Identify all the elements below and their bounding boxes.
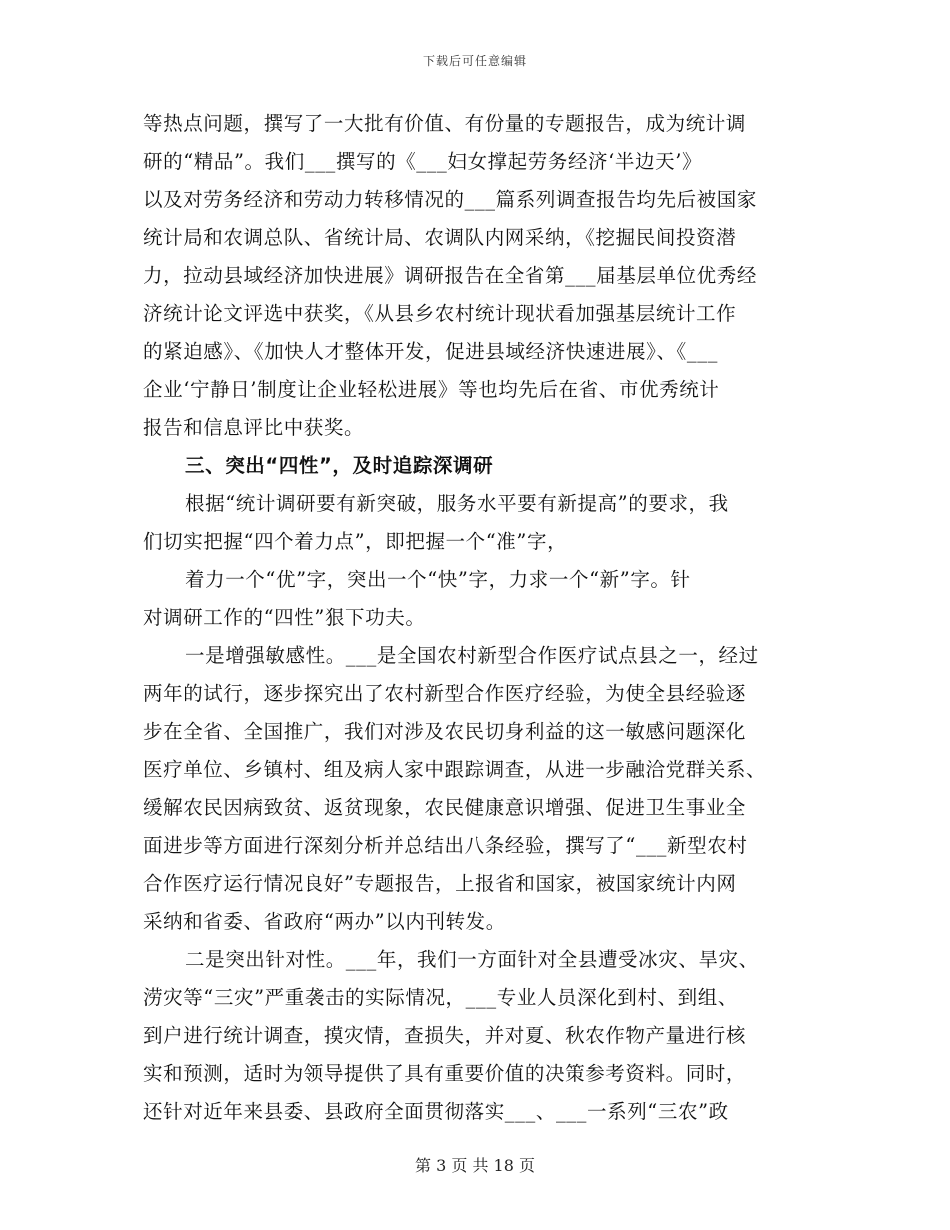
text-line: 缓解农民因病致贫、返贫现象，农民健康意识增强、促进卫生事业全 bbox=[143, 796, 747, 819]
text-line: 的紧迫感》、《加快人才整体开发，促进县域经济快速进展》、《___ bbox=[143, 340, 718, 363]
text-line: 采纳和省委、省政府“两办”以内刊转发。 bbox=[143, 910, 506, 933]
document-body bbox=[143, 105, 807, 1131]
text-line: 企业‘宁静日’制度让企业轻松进展》等也均先后在省、市优秀统计 bbox=[143, 378, 720, 401]
text-line: 对调研工作的“四性”狠下功夫。 bbox=[143, 606, 426, 629]
text-line: 涝灾等“三灾”严重袭击的实际情况，___专业人员深化到村、到组、 bbox=[143, 986, 738, 1009]
text-line: 研的“精品”。我们___撰写的《___妇女撑起劳务经济‘半边天’》 bbox=[143, 150, 703, 173]
text-line: 两年的试行，逐步探究出了农村新型合作医疗经验，为使全县经验逐 bbox=[143, 682, 747, 705]
text-line: 报告和信息评比中获奖。 bbox=[143, 416, 365, 439]
text-line: 二是突出针对性。___年，我们一方面针对全县遭受冰灾、旱灾、 bbox=[185, 948, 759, 971]
text-line: 医疗单位、乡镇村、组及病人家中跟踪调查，从进一步融洽党群关系、 bbox=[143, 758, 767, 781]
page-number: 第 3 页 共 18 页 bbox=[415, 1156, 535, 1175]
text-line: 以及对劳务经济和劳动力转移情况的___篇系列调查报告均先后被国家 bbox=[143, 188, 757, 211]
text-line: 统计局和农调总队、省统计局、农调队内网采纳，《挖掘民间投资潜 bbox=[143, 226, 737, 249]
text-line: 实和预测，适时为领导提供了具有重要价值的决策参考资料。同时， bbox=[143, 1062, 747, 1085]
text-line: 力，拉动县域经济加快进展》调研报告在全省第___届基层单位优秀经 bbox=[143, 264, 757, 287]
text-line: 到户进行统计调查，摸灾情，查损失，并对夏、秋农作物产量进行核 bbox=[143, 1024, 747, 1047]
text-line: 着力一个“优”字，突出一个“快”字，力求一个“新”字。针 bbox=[185, 568, 691, 591]
text-line: 根据“统计调研要有新突破，服务水平要有新提高”的要求，我 bbox=[185, 492, 729, 515]
text-line: 一是增强敏感性。___是全国农村新型合作医疗试点县之一，经过 bbox=[185, 644, 759, 667]
text-line: 们切实把握“四个着力点”，即把握一个“准”字， bbox=[143, 530, 568, 553]
text-line: 步在全省、全国推广，我们对涉及农民切身利益的这一敏感问题深化 bbox=[143, 720, 747, 743]
text-line: 等热点问题，撰写了一大批有价值、有份量的专题报告，成为统计调 bbox=[143, 112, 747, 135]
page-header-note: 下载后可任意编辑 bbox=[422, 54, 527, 68]
section-heading: 三、突出“四性”，及时追踪深调研 bbox=[185, 454, 494, 477]
text-line: 合作医疗运行情况良好”专题报告，上报省和国家，被国家统计内网 bbox=[143, 872, 737, 895]
text-line: 济统计论文评选中获奖，《从县乡农村统计现状看加强基层统计工作 bbox=[143, 302, 737, 325]
text-line: 面进步等方面进行深刻分析并总结出八条经验，撰写了“___新型农村 bbox=[143, 834, 748, 857]
text-line: 还针对近年来县委、县政府全面贯彻落实___、___一系列“三农”政 bbox=[143, 1100, 729, 1123]
